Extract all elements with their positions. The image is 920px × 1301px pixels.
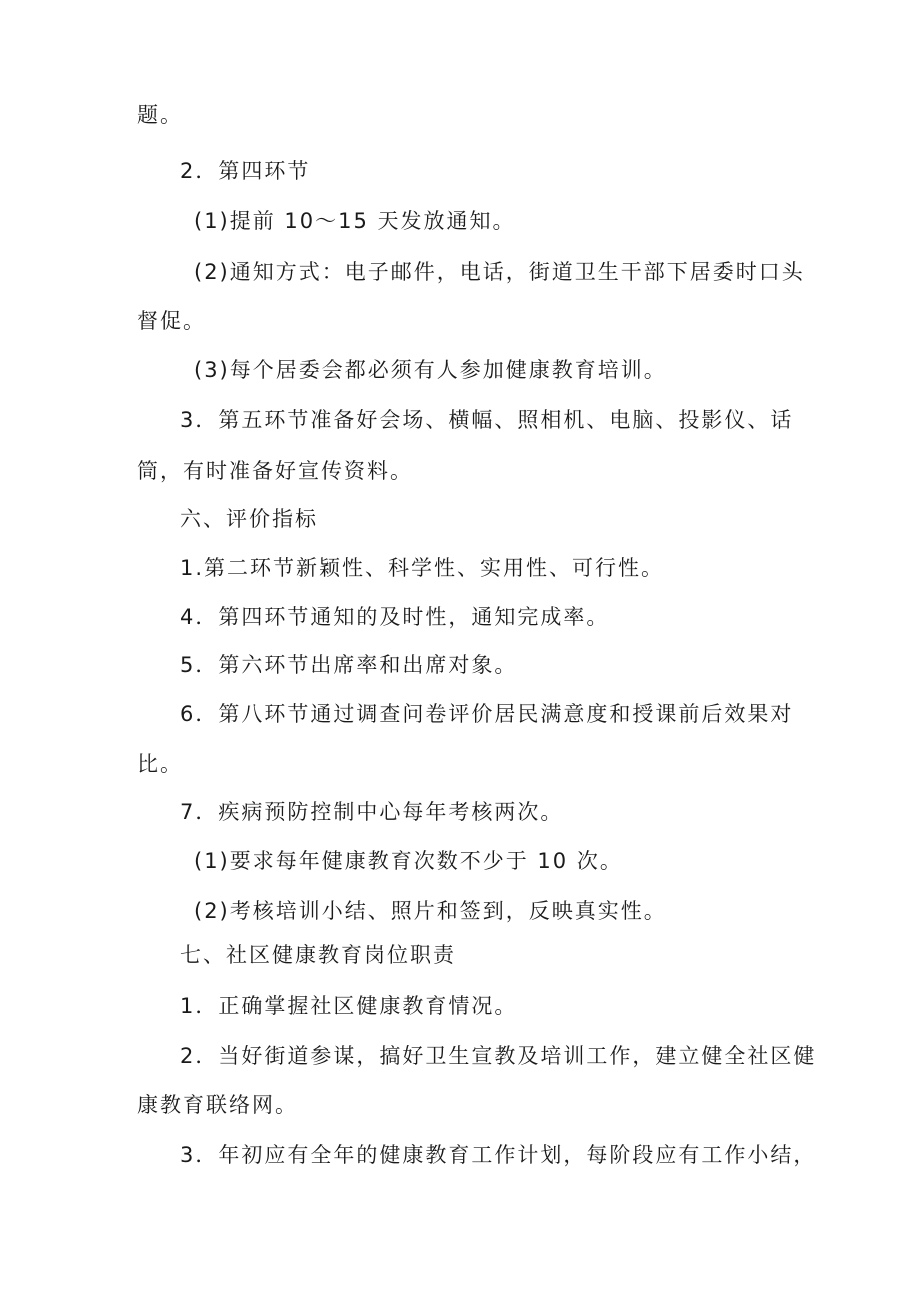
paragraph-line: 3．第五环节准备好会场、横幅、照相机、电脑、投影仪、话 [180, 408, 794, 432]
paragraph-line: 康教育联络网。 [137, 1093, 298, 1117]
paragraph-line: 题。 [137, 103, 183, 127]
paragraph-line: 比。 [137, 752, 183, 776]
paragraph-line: 督促。 [137, 309, 206, 333]
paragraph-line: (3)每个居委会都必须有人参加健康教育培训。 [194, 358, 667, 382]
paragraph-line: (1)要求每年健康教育次数不少于 10 次。 [194, 849, 623, 873]
paragraph-line: (2)通知方式：电子邮件，电话，街道卫生干部下居委时口头 [194, 260, 805, 284]
paragraph-line: 筒，有时准备好宣传资料。 [137, 459, 413, 483]
paragraph-line: 4．第四环节通知的及时性，通知完成率。 [180, 605, 610, 629]
paragraph-line: (1)提前 10～15 天发放通知。 [194, 209, 516, 233]
paragraph-line: 7．疾病预防控制中心每年考核两次。 [180, 800, 564, 824]
paragraph-line: 3．年初应有全年的健康教育工作计划，每阶段应有工作小结， [180, 1143, 817, 1167]
paragraph-line: (2)考核培训小结、照片和签到，反映真实性。 [194, 899, 667, 923]
paragraph-line: 5．第六环节出席率和出席对象。 [180, 653, 518, 677]
paragraph-line: 2．当好街道参谋，搞好卫生宣教及培训工作，建立健全社区健 [180, 1044, 817, 1068]
section-heading: 六、评价指标 [180, 507, 318, 531]
paragraph-line: 6．第八环节通过调查问卷评价居民满意度和授课前后效果对 [180, 702, 794, 726]
paragraph-line: 1.第二环节新颖性、科学性、实用性、可行性。 [180, 556, 665, 580]
section-heading: 七、社区健康教育岗位职责 [180, 943, 456, 967]
paragraph-line: 1．正确掌握社区健康教育情况。 [180, 994, 518, 1018]
paragraph-line: 2．第四环节 [180, 159, 311, 183]
